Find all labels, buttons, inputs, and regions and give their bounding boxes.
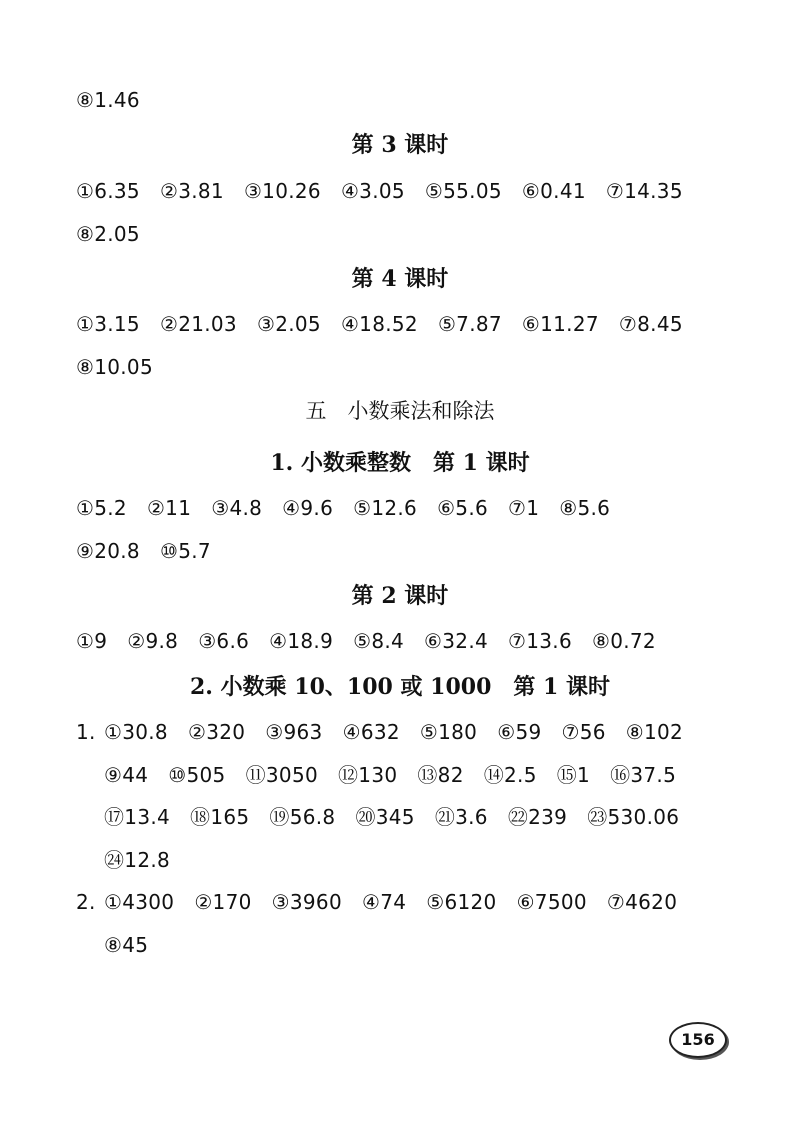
answer-item: ⑥11.27 — [521, 312, 599, 336]
lesson-heading: 2. 小数乘 10、100 或 1000 第 1 课时 — [190, 674, 610, 700]
answer-item: ⑦13.6 — [508, 629, 572, 653]
answer-item: ⑮1 — [556, 763, 591, 787]
answer-item: ⑤55.05 — [424, 179, 502, 203]
answer-line — [76, 720, 683, 744]
answer-item: ②21.03 — [159, 312, 237, 336]
lesson-heading: 第 3 课时 — [351, 132, 449, 158]
answer-item: ③4.8 — [211, 496, 263, 520]
answer-item: ③3960 — [271, 890, 342, 914]
answer-item: ⑨20.8 — [76, 539, 140, 563]
answer-item: ⑥7500 — [516, 890, 587, 914]
answer-line — [104, 933, 148, 957]
answer-item: ⑧2.05 — [76, 222, 140, 246]
answer-item: ⑦8.45 — [618, 312, 683, 336]
answer-item: ④74 — [361, 890, 407, 914]
answer-line — [104, 848, 170, 872]
answer-item: ③2.05 — [256, 312, 321, 336]
answer-item: ⑥5.6 — [437, 496, 488, 520]
answer-item: ⑧5.6 — [559, 496, 611, 520]
answer-item: ⑦1 — [508, 496, 540, 520]
answer-item: ⑰13.4 — [104, 805, 171, 829]
answer-item: ⑤8.4 — [353, 629, 405, 653]
answer-item: ②11 — [146, 496, 192, 520]
answer-item: ①9 — [76, 629, 108, 653]
answer-item: ⑦56 — [561, 720, 606, 744]
answer-item: ②3.81 — [159, 179, 224, 203]
answer-item: ⑧45 — [104, 933, 149, 957]
answer-item: ①5.2 — [76, 496, 127, 520]
answer-item: ⑦14.35 — [605, 179, 683, 203]
answer-item: ②9.8 — [127, 629, 179, 653]
answer-item: ⑫130 — [338, 763, 398, 787]
answer-line — [76, 179, 683, 203]
answer-item: ⑦4620 — [606, 890, 678, 914]
answer-item: ⑧102 — [625, 720, 684, 744]
lesson-heading: 1. 小数乘整数 第 1 课时 — [270, 450, 530, 476]
answer-line — [76, 539, 211, 563]
answer-item: ④9.6 — [282, 496, 334, 520]
lesson-heading: 第 2 课时 — [351, 583, 449, 609]
answer-item: ⑭2.5 — [483, 763, 537, 787]
lesson-heading: 第 4 课时 — [351, 266, 449, 292]
answer-line — [76, 222, 140, 246]
answer-item: ②320 — [187, 720, 246, 744]
answer-item: ④18.9 — [269, 629, 334, 653]
answer-item: ①4300 — [104, 890, 175, 914]
answer-item: ④632 — [342, 720, 400, 744]
answer-item: ⑩5.7 — [159, 539, 211, 563]
answer-line — [76, 312, 683, 336]
answer-item: ㉑3.6 — [434, 805, 488, 829]
question-number: 2. — [76, 890, 96, 914]
answer-item: ③10.26 — [243, 179, 321, 203]
answer-item: ①6.35 — [76, 179, 140, 203]
answer-item: ⑯37.5 — [610, 763, 677, 787]
answer-item: ③963 — [265, 720, 323, 744]
answer-line — [76, 355, 153, 379]
answer-item: ⑥59 — [497, 720, 542, 744]
answer-item: ①30.8 — [104, 720, 168, 744]
answer-item: ①3.15 — [76, 312, 140, 336]
answer-item: ⑨44 — [104, 763, 149, 787]
answer-item: ③6.6 — [198, 629, 250, 653]
answer-item: ⑥32.4 — [424, 629, 489, 653]
answer-item: ④3.05 — [340, 179, 405, 203]
answer-item: ⑥0.41 — [521, 179, 586, 203]
answer-line — [104, 763, 676, 787]
answer-item: ⑤7.87 — [437, 312, 502, 336]
answer-item: ⑤180 — [419, 720, 478, 744]
answer-item: ⑧0.72 — [591, 629, 656, 653]
answer-line — [76, 88, 140, 112]
answer-item: ㉒239 — [507, 805, 568, 829]
answer-line — [104, 805, 679, 829]
answer-item: ㉔12.8 — [104, 848, 171, 872]
question-number: 1. — [76, 720, 96, 744]
answer-item: ⑲56.8 — [269, 805, 336, 829]
answer-line — [76, 629, 656, 653]
answer-item: ⑧1.46 — [76, 88, 140, 112]
answer-item: ⑬82 — [417, 763, 464, 787]
page-number-badge: 156 — [669, 1022, 727, 1058]
answer-item: ②170 — [194, 890, 252, 914]
answer-item: ㉓530.06 — [587, 805, 680, 829]
answer-item: ⑳345 — [355, 805, 415, 829]
answer-item: ⑤6120 — [426, 890, 497, 914]
section-heading: 五 小数乘法和除法 — [305, 399, 495, 423]
answer-item: ⑤12.6 — [353, 496, 418, 520]
answer-line — [76, 496, 610, 520]
answer-item: ⑧10.05 — [76, 355, 153, 379]
answer-item: ⑩505 — [168, 763, 226, 787]
answer-line — [76, 890, 677, 914]
answer-item: ⑪3050 — [245, 763, 318, 787]
answer-item: ④18.52 — [340, 312, 418, 336]
answer-item: ⑱165 — [190, 805, 250, 829]
